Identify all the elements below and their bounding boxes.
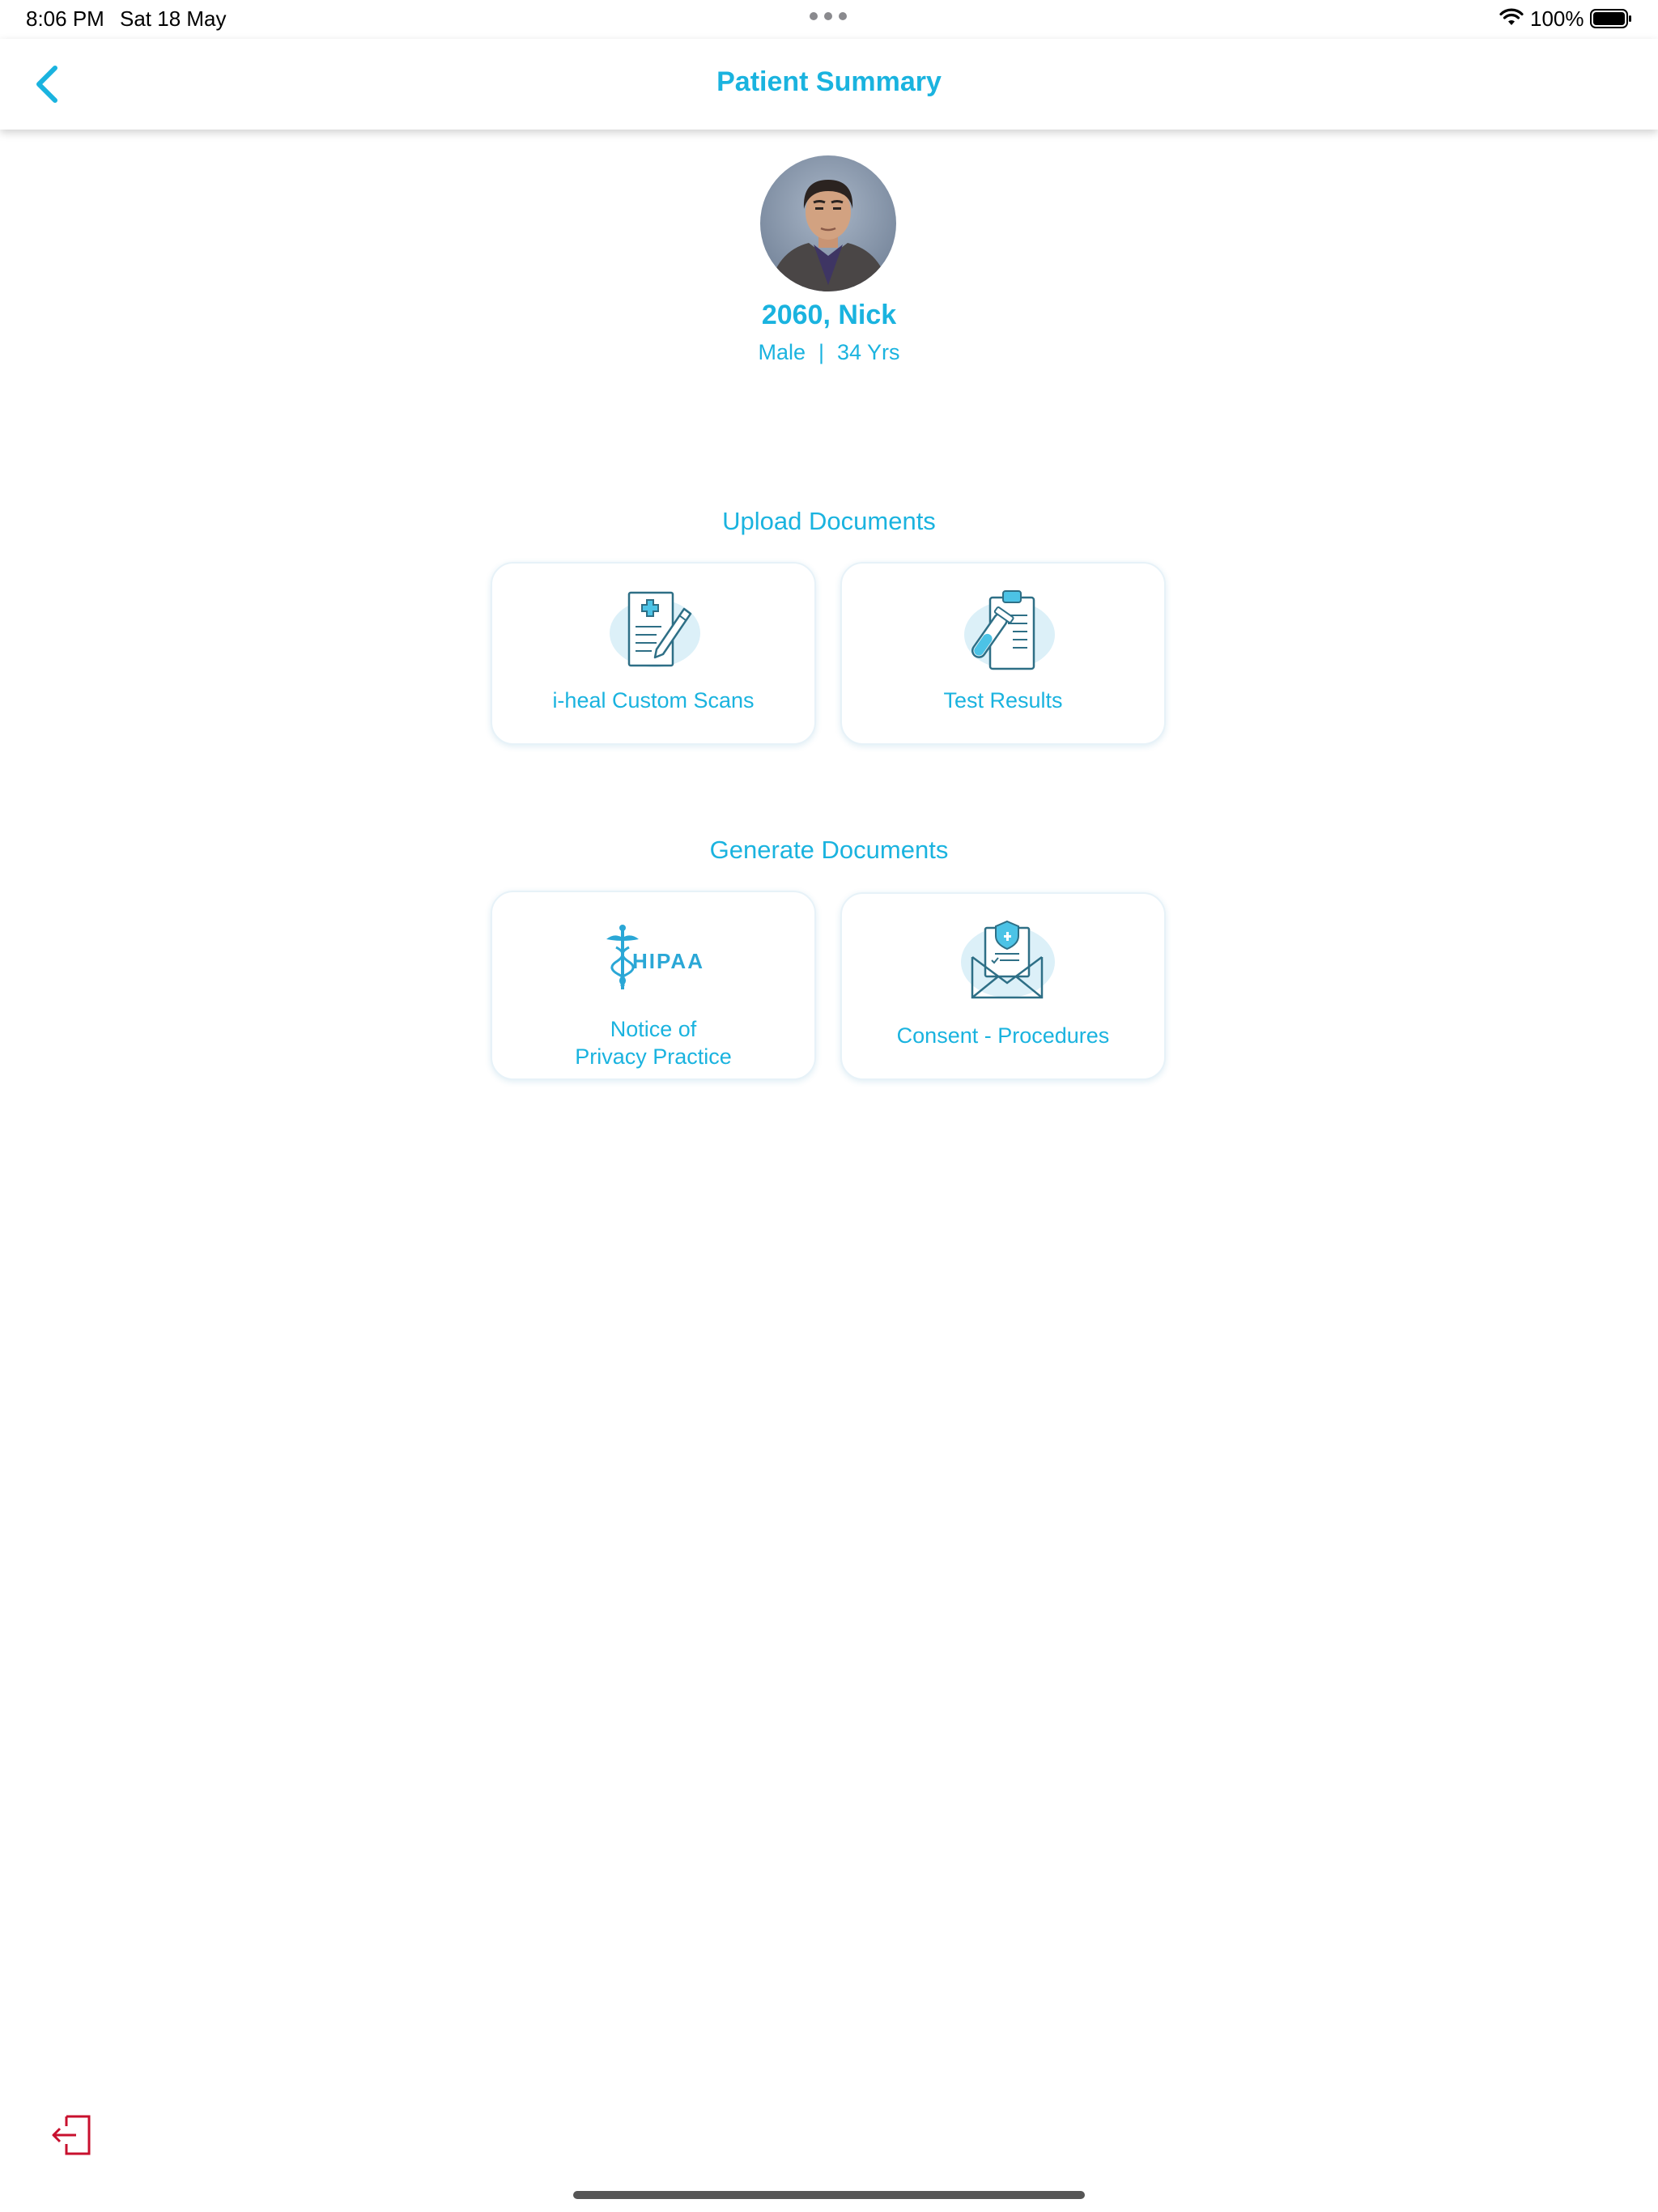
battery-icon [1590, 9, 1632, 28]
iheal-custom-scans-card[interactable] [491, 562, 816, 745]
clipboard-test-tube-icon [948, 586, 1061, 674]
demographics-separator: | [818, 340, 824, 364]
patient-demographics [0, 340, 1658, 365]
page-title: Patient Summary [716, 66, 942, 97]
test-results-card[interactable] [840, 562, 1166, 745]
status-time: 8:06 PM [26, 6, 104, 31]
iheal-custom-scans-label: i-heal Custom Scans [552, 688, 755, 713]
multitasking-dots-icon[interactable] [810, 8, 848, 24]
navigation-bar [0, 39, 1658, 130]
logout-icon[interactable] [50, 2113, 94, 2157]
notice-label-line1: Notice of [610, 1017, 697, 1041]
patient-gender: Male [758, 340, 806, 364]
wifi-icon [1499, 8, 1524, 28]
upload-documents-heading: Upload Documents [722, 507, 936, 535]
medical-form-icon [598, 586, 712, 674]
patient-avatar [760, 155, 896, 291]
notice-of-privacy-practice-label [492, 1015, 814, 1070]
consent-procedures-label: Consent - Procedures [896, 1023, 1110, 1048]
patient-age: 34 Yrs [837, 340, 900, 364]
consent-envelope-icon [948, 917, 1061, 1004]
patient-name: 2060, Nick [761, 300, 897, 330]
status-bar [0, 0, 1658, 39]
notice-label-line2: Privacy Practice [575, 1044, 732, 1069]
consent-procedures-card[interactable] [840, 892, 1166, 1080]
test-results-label: Test Results [943, 688, 1063, 713]
notice-of-privacy-practice-card[interactable] [491, 891, 816, 1080]
home-indicator[interactable] [573, 2191, 1085, 2199]
battery-percentage: 100% [1530, 6, 1584, 31]
hipaa-logo-icon [598, 915, 712, 1002]
hipaa-logo-text: HIPAA [632, 949, 704, 973]
status-date: Sat 18 May [120, 6, 227, 31]
generate-documents-heading: Generate Documents [709, 836, 949, 864]
